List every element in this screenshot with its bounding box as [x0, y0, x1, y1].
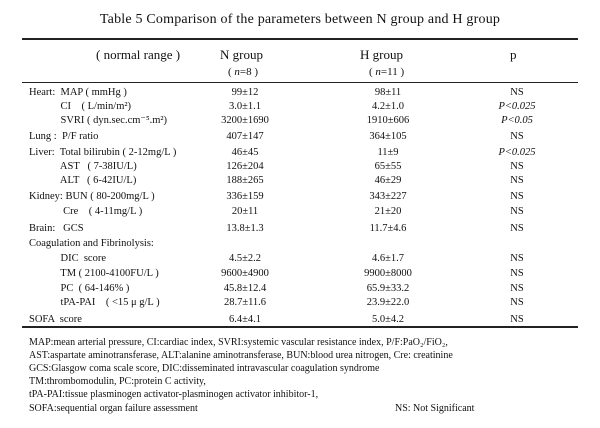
footnote-line: tPA-PAI:tissue plasminogen activator-plasminogen activator inhibitor-1,: [29, 389, 319, 400]
table-title: Table 5 Comparison of the parameters between N group and H group: [99, 12, 501, 27]
h-group-value: 1910±606: [366, 115, 410, 126]
h-count-post: =11 ): [380, 66, 405, 78]
n-group-value: 6.4±4.1: [228, 314, 261, 325]
n-count: [228, 66, 258, 78]
n-group-value: 3.0±1.1: [228, 101, 261, 112]
p-value: NS: [510, 175, 524, 186]
p-value: NS: [510, 161, 524, 172]
p-value: NS: [510, 253, 524, 264]
p-value: NS: [510, 191, 524, 202]
h-group-value: 4.6±1.7: [371, 253, 404, 264]
table-row: [0, 130, 600, 143]
h-group-value: 98±11: [374, 87, 402, 98]
row-label: DIC score: [29, 253, 106, 264]
header-h-group: H group: [360, 47, 403, 62]
n-group-value: 20±11: [231, 206, 259, 217]
table-row: [0, 205, 600, 218]
row-label: AST ( 7-38IU/L): [29, 161, 137, 172]
n-group-value: 3200±1690: [221, 115, 269, 126]
h-count: [369, 66, 404, 78]
table-row: [0, 100, 600, 113]
table-row: [0, 237, 600, 250]
h-group-value: 343±227: [369, 191, 407, 202]
ns-note: NS: Not Significant: [395, 403, 475, 414]
h-count-var: n: [375, 66, 381, 78]
h-group-value: 46±29: [374, 175, 402, 186]
h-group-value: 65±55: [374, 161, 402, 172]
row-label: Heart: MAP ( mmHg ): [29, 87, 127, 98]
p-value: P<0.025: [498, 147, 536, 158]
header-rule: [22, 82, 578, 83]
row-label: Lung : P/F ratio: [29, 131, 99, 142]
h-group-value: 23.9±22.0: [366, 297, 410, 308]
row-label: ALT ( 6-42IU/L): [29, 175, 137, 186]
p-value: NS: [510, 206, 524, 217]
row-label: Brain: GCS: [29, 223, 84, 234]
h-group-value: 4.2±1.0: [371, 101, 404, 112]
header-p: p: [510, 47, 517, 62]
h-group-value: 5.0±4.2: [371, 314, 404, 325]
row-label: Kidney: BUN ( 80-200mg/L ): [29, 191, 155, 202]
table-row: [0, 267, 600, 280]
table-row: [0, 146, 600, 159]
n-count-var: n: [234, 66, 240, 78]
n-group-value: 45.8±12.4: [223, 283, 267, 294]
row-label: Cre ( 4-11mg/L ): [29, 206, 143, 217]
table-row: [0, 252, 600, 265]
n-group-value: 9600±4900: [221, 268, 269, 279]
h-group-value: 11±9: [377, 147, 399, 158]
p-value: NS: [510, 283, 524, 294]
n-group-value: 99±12: [231, 87, 259, 98]
p-value: NS: [510, 297, 524, 308]
h-group-value: 21±20: [374, 206, 402, 217]
n-count-post: =8 ): [239, 66, 259, 78]
table-row: [0, 160, 600, 173]
footnote-line: AST:aspartate aminotransferase, ALT:alanine aminotransferase, BUN:blood urea nitrogen, Cre: creatinine: [29, 350, 453, 361]
table-row: [0, 174, 600, 187]
table-row: [0, 190, 600, 203]
row-label: TM ( 2100-4100FU/L ): [29, 268, 159, 279]
header-normal-range: ( normal range ): [96, 47, 181, 62]
n-group-value: 28.7±11.6: [223, 297, 267, 308]
table-row: [0, 86, 600, 99]
n-group-value: 336±159: [226, 191, 264, 202]
table-row: [0, 222, 600, 235]
n-group-value: 126±204: [226, 161, 264, 172]
bottom-rule: [22, 326, 578, 328]
table-row: [0, 313, 600, 326]
n-group-value: 46±45: [231, 147, 259, 158]
table-row: [0, 282, 600, 295]
h-group-value: 11.7±4.6: [369, 223, 407, 234]
footnote-line: SOFA:sequential organ failure assessment: [29, 403, 198, 414]
p-value: NS: [510, 131, 524, 142]
row-label: PC ( 64-146% ): [29, 283, 130, 294]
p-value: NS: [510, 223, 524, 234]
footnote-line: MAP:mean arterial pressure, CI:cardiac index, SVRI:systemic vascular resistance index, P/F:PaO₂/FiO₂,: [29, 337, 448, 348]
h-group-value: 65.9±33.2: [366, 283, 410, 294]
top-rule: [22, 38, 578, 40]
n-count-pre: (: [228, 66, 235, 78]
footnote-line: GCS:Glasgow coma scale score, DIC:disseminated intravascular coagulation syndrome: [29, 363, 380, 374]
h-count-pre: (: [369, 66, 376, 78]
p-value: P<0.025: [498, 101, 536, 112]
table-row: [0, 114, 600, 127]
footnote-line: TM:thrombomodulin, PC:protein C activity,: [29, 376, 206, 387]
n-group-value: 407±147: [226, 131, 264, 142]
p-value: NS: [510, 268, 524, 279]
table-row: [0, 296, 600, 309]
row-label: tPA-PAI ( <15 μ g/L ): [29, 297, 160, 308]
row-label: SOFA score: [29, 314, 82, 325]
p-value: P<0.05: [501, 115, 533, 126]
row-label: Liver: Total bilirubin ( 2-12mg/L ): [29, 147, 177, 158]
row-label: CI ( L/min/m²): [29, 101, 132, 112]
h-group-value: 9900±8000: [364, 268, 412, 279]
n-group-value: 4.5±2.2: [228, 253, 261, 264]
header-n-group: N group: [220, 47, 263, 62]
row-label: Coagulation and Fibrinolysis:: [29, 238, 154, 249]
p-value: NS: [510, 87, 524, 98]
h-group-value: 364±105: [369, 131, 407, 142]
n-group-value: 188±265: [226, 175, 264, 186]
p-value: NS: [510, 314, 524, 325]
row-label: SVRI ( dyn.sec.cm⁻⁵.m²): [29, 115, 168, 126]
n-group-value: 13.8±1.3: [226, 223, 264, 234]
